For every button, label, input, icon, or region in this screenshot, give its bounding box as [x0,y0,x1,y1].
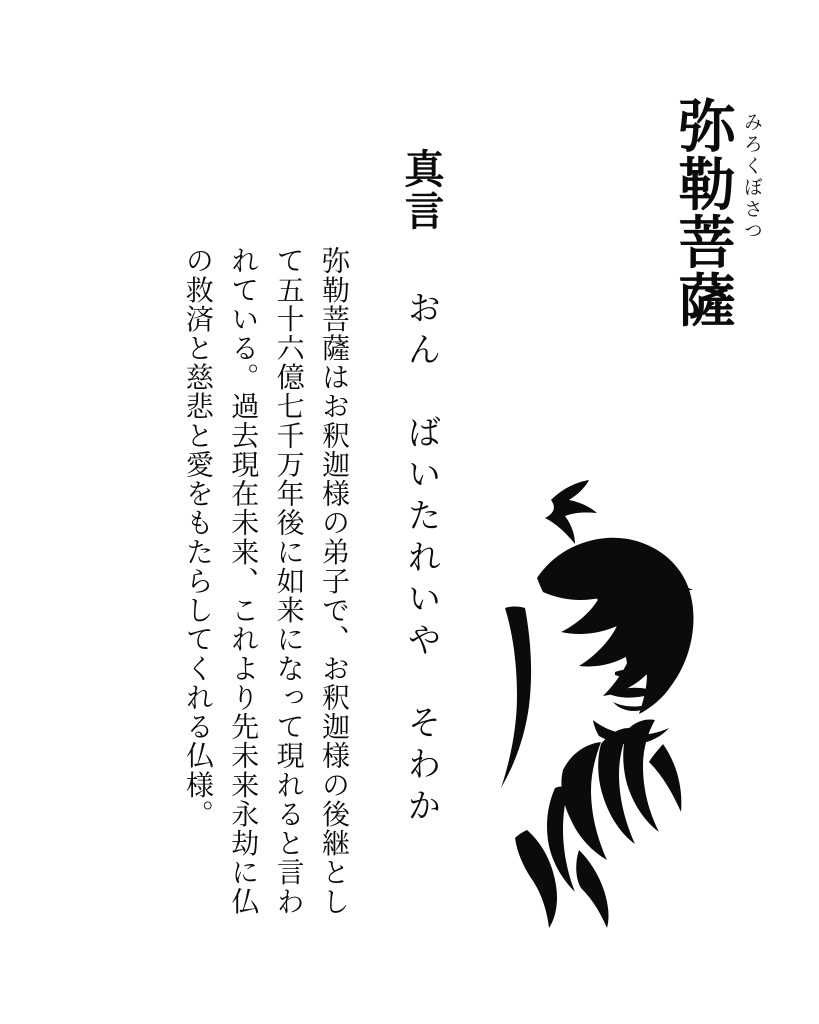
description-paragraph: 弥勒菩薩はお釈迦様の弟子で、お釈迦様の後継として五十六億七千万年後に如来になって現れると言われている。過去現在未来、これより先未来永劫に仏の救済と慈悲と愛をもたらしてくれる仏様。 [181,246,351,916]
mantra-text: おん ばいたれいや そわか [401,290,441,830]
page-title: 弥勒菩薩 [669,96,736,329]
bodhisattva-illustration [467,458,767,928]
page-title-ruby: みろくぼさつ [741,112,763,242]
ink-strokes [501,480,693,928]
mantra-heading: 真言 [398,148,445,232]
